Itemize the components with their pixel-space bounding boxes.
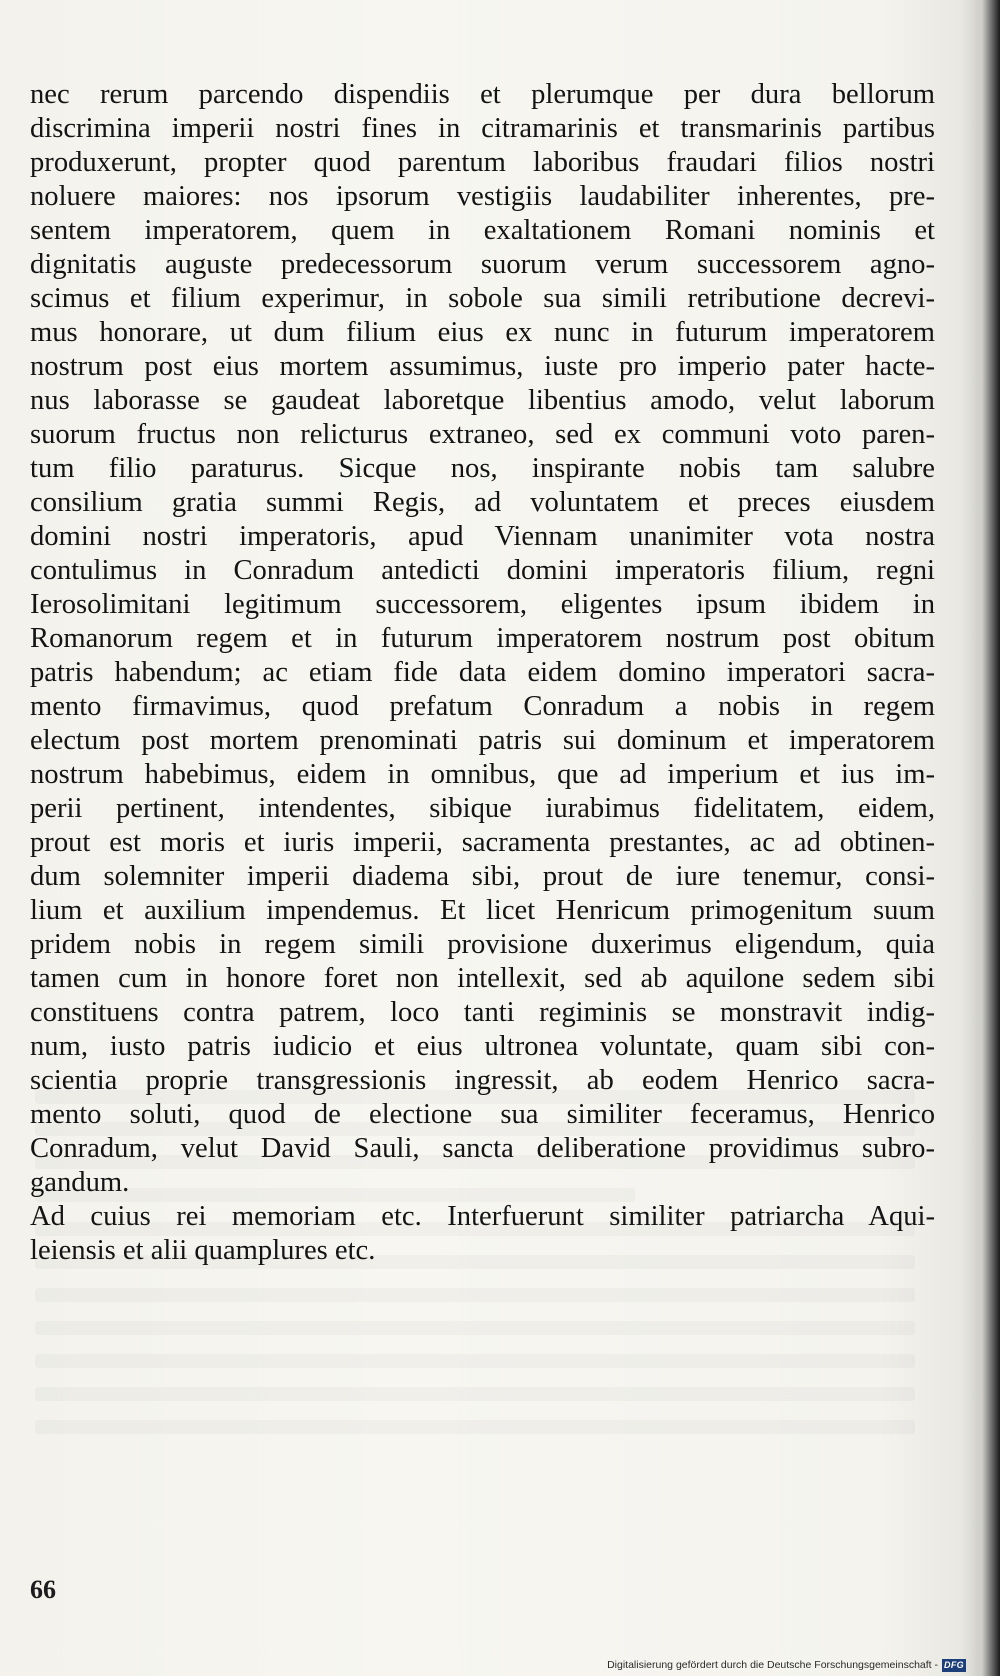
- bleed-through-line: [35, 1288, 915, 1302]
- text-line: domini nostri imperatoris, apud Viennam unanimiter vota nostra: [30, 521, 935, 552]
- text-line: prout est moris et iuris imperii, sacramenta prestantes, ac ad obtinen-: [30, 827, 935, 858]
- text-line: lium et auxilium impendemus. Et licet Henricum primogenitum suum: [30, 895, 935, 926]
- text-line: Romanorum regem et in futurum imperatorem nostrum post obitum: [30, 623, 935, 654]
- text-line-paragraph-end: gandum.: [30, 1167, 130, 1198]
- text-line: pridem nobis in regem simili provisione duxerimus eligendum, quia: [30, 929, 935, 960]
- text-line: dignitatis auguste predecessorum suorum verum successorem agno-: [30, 249, 935, 280]
- text-line: dum solemniter imperii diadema sibi, prout de iure tenemur, consi-: [30, 861, 935, 892]
- text-line: perii pertinent, intendentes, sibique iurabimus fidelitatem, eidem,: [30, 793, 935, 824]
- text-line: mento firmavimus, quod prefatum Conradum a nobis in regem: [30, 691, 935, 722]
- text-line: discrimina imperii nostri fines in citramarinis et transmarinis partibus: [30, 113, 935, 144]
- bleed-through-line: [35, 1387, 915, 1401]
- book-spine-shadow: [972, 0, 1000, 1676]
- credit-text: Digitalisierung gefördert durch die Deutsche Forschungsgemeinschaft -: [607, 1659, 938, 1671]
- text-line: Conradum, velut David Sauli, sancta deliberatione providimus subro-: [30, 1133, 935, 1164]
- text-line: produxerunt, propter quod parentum laboribus fraudari filios nostri: [30, 147, 935, 178]
- body-text: [30, 78, 935, 1268]
- text-line: sentem imperatorem, quem in exaltationem Romani nominis et: [30, 215, 935, 246]
- bleed-through-line: [35, 1420, 915, 1434]
- text-line: mus honorare, ut dum filium eius ex nunc in futurum imperatorem: [30, 317, 935, 348]
- text-line: patris habendum; ac etiam fide data eidem domino imperatori sacra-: [30, 657, 935, 688]
- bleed-through-line: [35, 1321, 915, 1335]
- text-line: num, iusto patris iudicio et eius ultronea voluntate, quam sibi con-: [30, 1031, 935, 1062]
- text-line: tum filio paraturus. Sicque nos, inspirante nobis tam salubre: [30, 453, 935, 484]
- text-line: nec rerum parcendo dispendiis et plerumque per dura bellorum: [30, 79, 935, 110]
- text-line: nostrum habebimus, eidem in omnibus, que ad imperium et ius im-: [30, 759, 935, 790]
- text-line: nostrum post eius mortem assumimus, iuste pro imperio pater hacte-: [30, 351, 935, 382]
- text-line: scimus et filium experimur, in sobole sua simili retributione decrevi-: [30, 283, 935, 314]
- text-line: scientia proprie transgressionis ingressit, ab eodem Henrico sacra-: [30, 1065, 935, 1096]
- text-line: tamen cum in honore foret non intellexit, sed ab aquilone sedem sibi: [30, 963, 935, 994]
- dfg-logo-icon: DFG: [942, 1659, 966, 1672]
- text-line: contulimus in Conradum antedicti domini imperatoris filium, regni: [30, 555, 935, 586]
- text-line: mento soluti, quod de electione sua similiter feceramus, Henrico: [30, 1099, 935, 1130]
- page-number: 66: [30, 1575, 56, 1604]
- text-line: Ad cuius rei memoriam etc. Interfuerunt similiter patriarcha Aqui-: [30, 1201, 935, 1232]
- text-line: Ierosolimitani legitimum successorem, eligentes ipsum ibidem in: [30, 589, 935, 620]
- text-line: suorum fructus non relicturus extraneo, sed ex communi voto paren-: [30, 419, 935, 450]
- digitization-credit: [607, 1657, 966, 1673]
- text-line: noluere maiores: nos ipsorum vestigiis laudabiliter inherentes, pre-: [30, 181, 935, 212]
- text-line: nus laborasse se gaudeat laboretque libentius amodo, velut laborum: [30, 385, 935, 416]
- bleed-through-line: [35, 1354, 915, 1368]
- text-line: constituens contra patrem, loco tanti regiminis se monstravit indig-: [30, 997, 935, 1028]
- text-line: electum post mortem prenominati patris sui dominum et imperatorem: [30, 725, 935, 756]
- text-line-paragraph-end: leiensis et alii quamplures etc.: [30, 1235, 376, 1266]
- text-line: consilium gratia summi Regis, ad voluntatem et preces eiusdem: [30, 487, 935, 518]
